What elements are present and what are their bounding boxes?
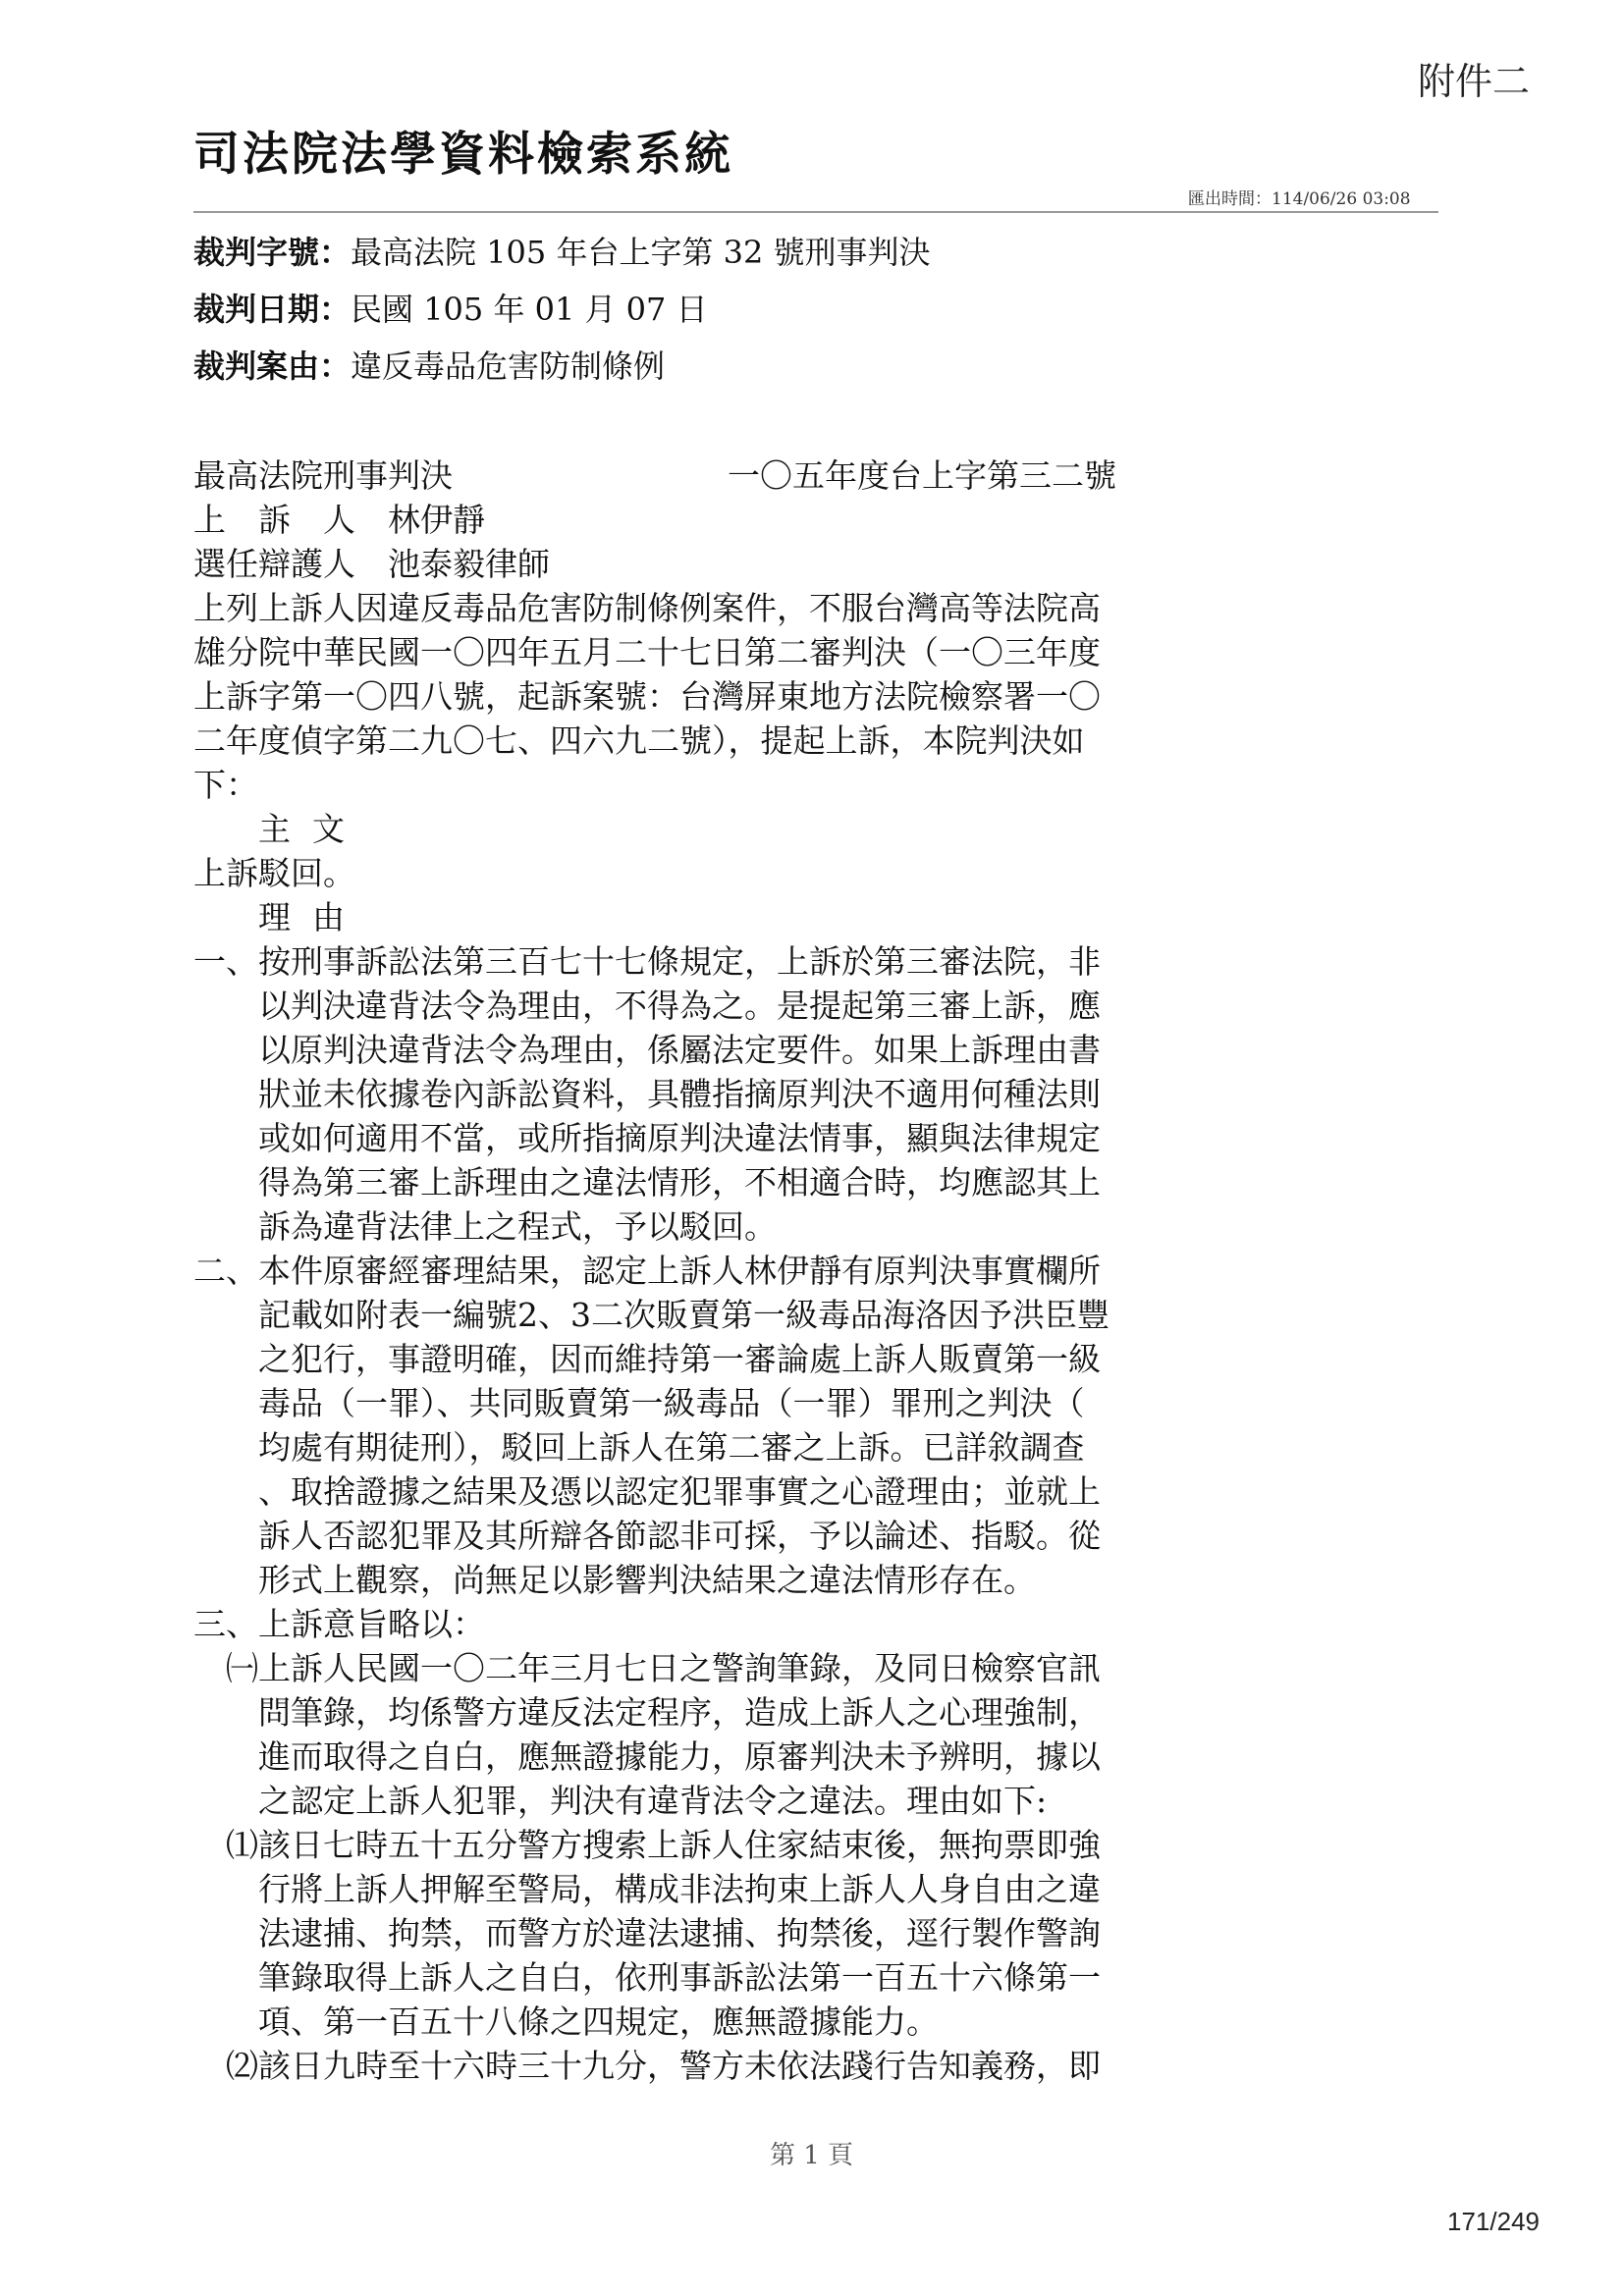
reason-item-line: 項、第一百五十八條之四規定，應無證據能力。 — [258, 2002, 939, 2041]
meta-case-number — [193, 228, 931, 273]
intro-line: 下： — [193, 766, 258, 804]
meta-case-number-value: 最高法院 105 年台上字第 32 號刑事判決 — [351, 234, 931, 271]
reason-item-line: 筆錄取得上訴人之自白，依刑事訴訟法第一百五十六條第一 — [258, 1958, 1101, 1997]
reason-sub-line: 問筆錄，均係警方違反法定程序，造成上訴人之心理強制， — [258, 1693, 1101, 1732]
reason-line: 形式上觀察，尚無足以影響判決結果之違法情形存在。 — [258, 1561, 1036, 1599]
meta-cause-value: 違反毒品危害防制條例 — [351, 347, 666, 385]
page-counter: 171/249 — [1447, 2207, 1540, 2236]
reason-line: 毒品（一罪）、共同販賣第一級毒品（一罪）罪刑之判決（ — [258, 1384, 1085, 1422]
meta-case-number-key: 裁判字號： — [193, 234, 352, 271]
reason-line: 訴人否認犯罪及其所辯各節認非可採，予以論述、指駁。從 — [258, 1517, 1101, 1555]
reason-line: 一、按刑事訴訟法第三百七十七條規定，上訴於第三審法院，非 — [193, 942, 1101, 981]
reason-item-line: ⑵該日九時至十六時三十九分，警方未依法踐行告知義務，即 — [226, 2047, 1101, 2085]
reason-line: 記載如附表一編號2、3二次販賣第一級毒品海洛因予洪臣豐 — [258, 1296, 1109, 1334]
system-title: 司法院法學資料檢索系統 — [193, 128, 733, 182]
reason-item-line: 行將上訴人押解至警局，構成非法拘束上訴人人身自由之違 — [258, 1870, 1101, 1908]
meta-date — [193, 285, 708, 330]
annex-label: 附件二 — [1417, 60, 1530, 103]
court-name: 最高法院刑事判決 — [193, 456, 453, 495]
meta-cause-key: 裁判案由： — [193, 347, 352, 385]
reason-line: 之犯行，事證明確，因而維持第一審論處上訴人販賣第一級 — [258, 1340, 1101, 1378]
reason-line: 以判決違背法令為理由，不得為之。是提起第三審上訴，應 — [258, 987, 1101, 1025]
reason-1 — [193, 939, 1116, 1249]
intro-paragraph — [193, 586, 1116, 807]
reason-line: 狀並未依據卷內訴訟資料，具體指摘原判決不適用何種法則 — [258, 1075, 1101, 1113]
reason-line: 以原判決違背法令為理由，係屬法定要件。如果上訴理由書 — [258, 1031, 1101, 1069]
page-label: 第 1 頁 — [769, 2141, 854, 2170]
export-time: 匯出時間：114/06/26 03:08 — [1188, 189, 1411, 209]
reason-line: 得為第三審上訴理由之違法情形，不相適合時，均應認其上 — [258, 1163, 1101, 1201]
reason-item-line: ⑴該日七時五十五分警方搜索上訴人住家結束後，無拘票即強 — [226, 1826, 1101, 1864]
reason-2 — [193, 1249, 1116, 1602]
reason-heading: 理由 — [258, 898, 366, 936]
reason-line: 、取捨證據之結果及憑以認定犯罪事實之心證理由；並就上 — [258, 1472, 1101, 1511]
meta-date-value: 民國 105 年 01 月 07 日 — [351, 291, 708, 328]
appellant-line: 上 訴 人 林伊靜 — [193, 501, 485, 539]
reason-3 — [193, 1602, 1116, 2088]
reason-line: 均處有期徒刑），駁回上訴人在第二審之上訴。已詳敘調查 — [258, 1428, 1085, 1467]
reason-sub-line: ㈠上訴人民國一〇二年三月七日之警詢筆錄，及同日檢察官訊 — [226, 1649, 1101, 1687]
intro-line: 二年度偵字第二九〇七、四六九二號），提起上訴，本院判決如 — [193, 721, 1085, 760]
header-divider — [193, 211, 1438, 213]
reason-line: 二、本件原審經審理結果，認定上訴人林伊靜有原判決事實欄所 — [193, 1252, 1101, 1290]
intro-line: 上訴字第一〇四八號，起訴案號：台灣屏東地方法院檢察署一〇 — [193, 677, 1101, 716]
defender-line: 選任辯護人 池泰毅律師 — [193, 545, 550, 583]
main-text: 上訴駁回。 — [193, 854, 355, 892]
judgment-header-row — [193, 454, 1116, 498]
meta-cause — [193, 342, 665, 387]
case-label: 一〇五年度台上字第三二號 — [728, 456, 1116, 495]
main-heading: 主文 — [258, 810, 366, 848]
judgment-body — [193, 454, 1116, 2088]
reason-line: 或如何適用不當，或所指摘原判決違法情事，顯與法律規定 — [258, 1119, 1101, 1157]
meta-date-key: 裁判日期： — [193, 291, 352, 328]
intro-line: 雄分院中華民國一〇四年五月二十七日第二審判決（一〇三年度 — [193, 633, 1101, 671]
reason-line: 訴為違背法律上之程式，予以駁回。 — [258, 1207, 777, 1246]
intro-line: 上列上訴人因違反毒品危害防制條例案件，不服台灣高等法院高 — [193, 589, 1101, 627]
reason-line: 三、上訴意旨略以： — [193, 1605, 485, 1643]
reason-sub-line: 進而取得之自白，應無證據能力，原審判決未予辨明，據以 — [258, 1737, 1101, 1776]
reason-sub-line: 之認定上訴人犯罪，判決有違背法令之違法。理由如下: — [258, 1782, 1048, 1820]
reason-item-line: 法逮捕、拘禁，而警方於違法逮捕、拘禁後，逕行製作警詢 — [258, 1914, 1101, 1952]
